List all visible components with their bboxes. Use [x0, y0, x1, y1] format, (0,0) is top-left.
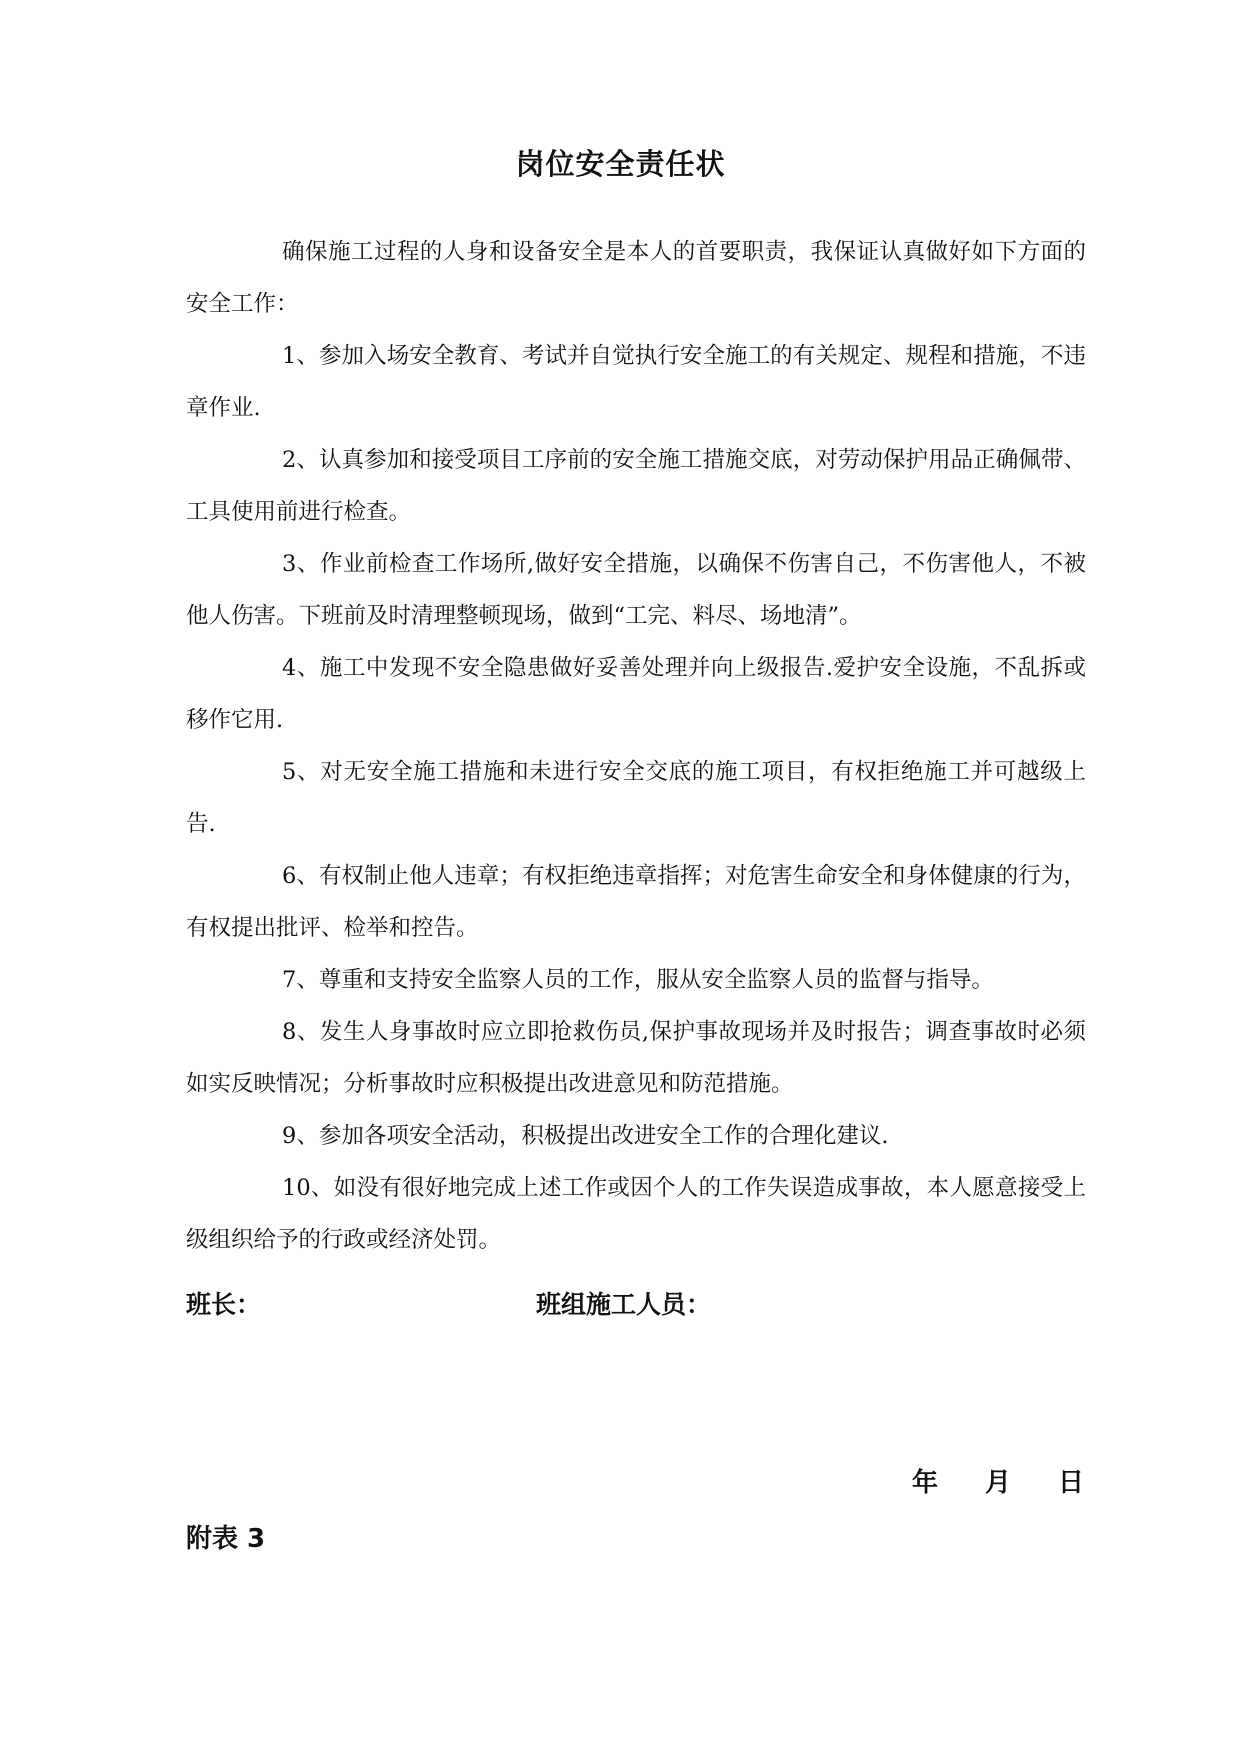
- item-paragraph-8: 8、发生人身事故时应立即抢救伤员,保护事故现场并及时报告；调查事故时必须如实反映情况；分析事故时应积极提出改进意见和防范措施。: [186, 1019, 1086, 1097]
- item-paragraph-10: 10、如没有很好地完成上述工作或因个人的工作失误造成事故，本人愿意接受上级组织给予的行政或经济处罚。: [186, 1175, 1086, 1253]
- signature-row: [186, 1285, 1086, 1325]
- item-paragraph-5: 5、对无安全施工措施和未进行安全交底的施工项目，有权拒绝施工并可越级上告.: [186, 759, 1086, 837]
- document-title: 岗位安全责任状: [515, 147, 726, 181]
- item-paragraph-9: 9、参加各项安全活动，积极提出改进安全工作的合理化建议.: [282, 1123, 889, 1149]
- item-paragraph-3: 3、作业前检查工作场所,做好安全措施，以确保不伤害自己，不伤害他人，不被他人伤害。下班前及时清理整顿现场，做到“工完、料尽、场地清”。: [186, 551, 1086, 629]
- item-paragraph-6: 6、有权制止他人违章；有权拒绝违章指挥；对危害生命安全和身体健康的行为，有权提出批评、检举和控告。: [186, 863, 1086, 941]
- item-paragraph-4: 4、施工中发现不安全隐患做好妥善处理并向上级报告.爱护安全设施，不乱拆或移作它用.: [186, 655, 1086, 733]
- item-paragraph-7: 7、尊重和支持安全监察人员的工作，服从安全监察人员的监督与指导。: [282, 967, 994, 993]
- date-year-label: 年: [912, 1468, 939, 1498]
- appendix-label: 附表 3: [186, 1524, 266, 1554]
- document-body: [186, 226, 1086, 1266]
- date-day-label: 日: [1058, 1468, 1085, 1498]
- intro-paragraph: 确保施工过程的人身和设备安全是本人的首要职责，我保证认真做好如下方面的安全工作：: [186, 239, 1086, 317]
- date-month-label: 月: [985, 1468, 1012, 1498]
- monitor-signature-label: 班长：: [186, 1290, 262, 1319]
- item-paragraph-2: 2、认真参加和接受项目工序前的安全施工措施交底，对劳动保护用品正确佩带、工具使用前进行检查。: [186, 447, 1086, 525]
- members-signature-label: 班组施工人员：: [536, 1290, 712, 1319]
- item-paragraph-1: 1、参加入场安全教育、考试并自觉执行安全施工的有关规定、规程和措施，不违章作业.: [186, 343, 1086, 421]
